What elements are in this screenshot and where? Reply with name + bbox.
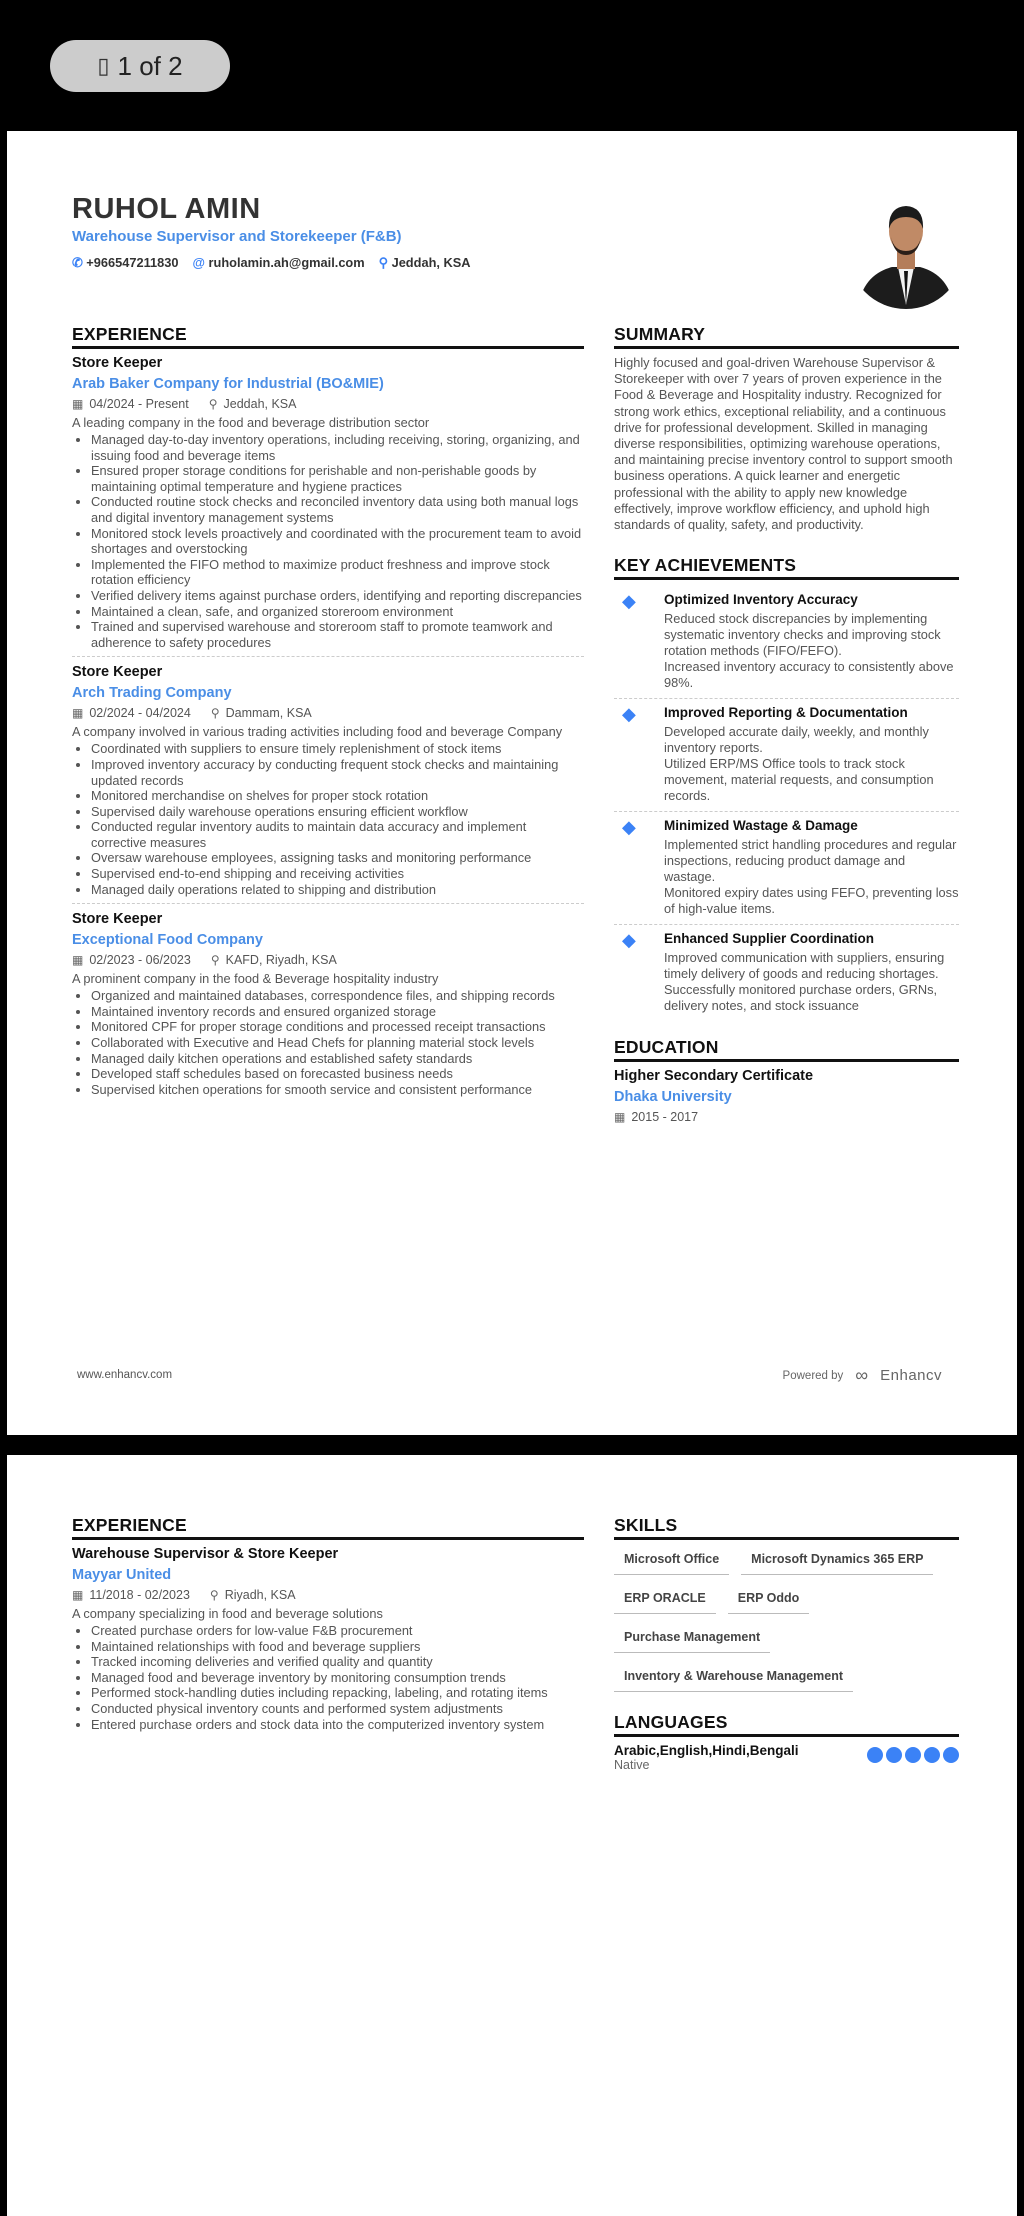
job-bullet: • Verified delivery items against purchase orders, identifying and reporting discrepancies xyxy=(91,588,584,604)
job-bullets xyxy=(72,741,584,897)
job-meta xyxy=(72,397,584,411)
job-bullet: • Performed stock-handling duties including repacking, labeling, and rotating items xyxy=(91,1685,584,1701)
resume-header xyxy=(72,193,471,271)
summary-text: Highly focused and goal-driven Warehouse Supervisor & Storekeeper with over 7 years of proven experience in the Food & Beverage and Hospitality industry. Recognized for strong work ethics, exceptional reliability, and a continuous drive for professional development. Skilled in managing diverse responsibilities, optimizing warehouse operations, and maintaining precise inventory control to support smooth business operations. A quick learner and energetic professional with the ability to apply new knowledge effectively, improve workflow efficiency, and uphold high standards of quality, safety, and productivity. xyxy=(614,355,953,533)
job-meta xyxy=(72,706,584,720)
job-bullets xyxy=(72,988,584,1097)
right-column-2 xyxy=(614,1515,959,1772)
rating-dot xyxy=(867,1747,883,1763)
contact-row xyxy=(72,255,471,271)
diamond-icon: ◆ xyxy=(622,817,636,838)
job-bullet: • Supervised daily warehouse operations ensuring efficient workflow xyxy=(91,804,584,820)
job-bullets xyxy=(72,432,584,650)
calendar-icon: ▦ xyxy=(72,397,84,411)
job-bullet: • Managed daily kitchen operations and established safety standards xyxy=(91,1051,584,1067)
job-company[interactable]: Mayyar United xyxy=(72,1567,172,1583)
diamond-icon: ◆ xyxy=(622,930,636,951)
job-entry xyxy=(72,911,584,1103)
job-dates xyxy=(72,706,191,720)
job-bullet: • Maintained relationships with food and beverage suppliers xyxy=(91,1639,584,1655)
job-bullet: • Collaborated with Executive and Head Chefs for planning material stock levels xyxy=(91,1035,584,1051)
job-location-text: KAFD, Riyadh, KSA xyxy=(225,953,337,968)
job-dates-text: 02/2023 - 06/2023 xyxy=(89,953,191,968)
job-location-text: Dammam, KSA xyxy=(225,706,312,721)
rating-dot xyxy=(886,1747,902,1763)
rating-dot xyxy=(943,1747,959,1763)
achievement-item xyxy=(614,699,959,812)
right-column xyxy=(614,324,959,1128)
skill-tag: Microsoft Dynamics 365 ERP xyxy=(741,1546,933,1575)
skill-tag: ERP Oddo xyxy=(728,1585,810,1614)
achievement-item xyxy=(614,925,959,1021)
job-bullet: • Maintained inventory records and ensured organized storage xyxy=(91,1004,584,1020)
job-description: A company specializing in food and beverage solutions xyxy=(72,1606,383,1621)
job-dates-text: 04/2024 - Present xyxy=(89,397,189,411)
job-bullet: • Monitored stock levels proactively and coordinated with the procurement team to avoid shortages and overstocking xyxy=(91,526,584,557)
achievement-text: Successfully monitored purchase orders, GRNs, delivery notes, and stock issuance xyxy=(664,982,938,1014)
job-bullet: • Improved inventory accuracy by conducting frequent stock checks and maintaining updated records xyxy=(91,757,584,788)
location-pin-icon: ⚲ xyxy=(209,1588,219,1602)
job-entry xyxy=(72,664,584,904)
job-bullet: • Tracked incoming deliveries and verified quality and quantity xyxy=(91,1654,584,1670)
enhancv-logo-icon: ∞ xyxy=(855,1365,869,1385)
education-school: Dhaka University xyxy=(614,1089,732,1106)
job-company[interactable]: Exceptional Food Company xyxy=(72,932,263,949)
skill-tag: ERP ORACLE xyxy=(614,1585,716,1614)
job-bullet: • Supervised end-to-end shipping and receiving activities xyxy=(91,866,584,882)
job-company[interactable]: Arab Baker Company for Industrial (BO&MIE) xyxy=(72,376,384,392)
job-bullet: • Conducted routine stock checks and reconciled inventory data using both manual logs and digital inventory management systems xyxy=(91,494,584,525)
job-location xyxy=(209,397,297,411)
rating-dot xyxy=(924,1747,940,1763)
job-bullet: • Monitored merchandise on shelves for proper stock rotation xyxy=(91,788,584,804)
job-bullet: • Created purchase orders for low-value F&B procurement xyxy=(91,1623,584,1639)
job-bullet: • Conducted regular inventory audits to maintain data accuracy and implement corrective measures xyxy=(91,819,584,850)
job-bullet: • Managed daily operations related to shipping and distribution xyxy=(91,882,584,898)
achievement-text: Monitored expiry dates using FEFO, preventing loss of high-value items. xyxy=(664,885,959,917)
job-bullet: • Ensured proper storage conditions for perishable and non-perishable goods by maintaining optimal temperature and hygiene practices xyxy=(91,463,584,494)
education-degree: Higher Secondary Certificate xyxy=(614,1068,814,1085)
achievement-title: Minimized Wastage & Damage xyxy=(664,818,858,834)
at-icon: @ xyxy=(192,255,205,270)
achievement-text: Developed accurate daily, weekly, and monthly inventory reports. xyxy=(664,724,929,756)
job-bullet: • Maintained a clean, safe, and organized storeroom environment xyxy=(91,604,584,620)
page-indicator: ▯ 1 of 2 xyxy=(50,40,230,92)
contact-email[interactable]: @ ruholamin.ah@gmail.com xyxy=(192,255,365,270)
job-bullet: • Organized and maintained databases, correspondence files, and shipping records xyxy=(91,988,584,1004)
contact-phone[interactable]: ✆ +966547211830 xyxy=(72,255,179,270)
candidate-title: Warehouse Supervisor and Storekeeper (F&B) xyxy=(72,228,402,245)
achievement-title: Optimized Inventory Accuracy xyxy=(664,592,858,608)
job-bullets xyxy=(72,1623,584,1732)
job-role: Store Keeper xyxy=(72,355,163,371)
resume-page-2 xyxy=(7,1455,1017,2216)
job-dates xyxy=(72,1588,190,1602)
achievement-text: Implemented strict handling procedures and regular inspections, reducing product damage and wastage. xyxy=(664,837,957,885)
job-bullet: • Developed staff schedules based on forecasted business needs xyxy=(91,1066,584,1082)
achievement-text: Improved communication with suppliers, ensuring timely delivery of goods and reducing shortages. xyxy=(664,950,945,982)
candidate-name: RUHOL AMIN xyxy=(72,193,261,225)
job-bullet: • Conducted physical inventory counts and performed system adjustments xyxy=(91,1701,584,1717)
job-location xyxy=(210,1588,296,1602)
job-description: A leading company in the food and beverage distribution sector xyxy=(72,415,430,430)
achievement-text: Reduced stock discrepancies by implementing systematic inventory checks and improving stock rotation methods (FIFO/FEFO). xyxy=(664,611,941,659)
phone-icon: ✆ xyxy=(72,255,83,270)
job-role: Store Keeper xyxy=(72,911,163,928)
job-role: Store Keeper xyxy=(72,664,163,681)
job-meta xyxy=(72,953,584,967)
job-bullet: • Oversaw warehouse employees, assigning tasks and monitoring performance xyxy=(91,850,584,866)
job-dates-text: 02/2024 - 04/2024 xyxy=(89,706,191,721)
job-entry xyxy=(72,355,584,657)
job-company[interactable]: Arch Trading Company xyxy=(72,685,232,702)
language-rating xyxy=(864,1747,959,1768)
education-dates: ▦ 2015 - 2017 xyxy=(614,1110,699,1125)
left-column-2 xyxy=(72,1515,584,1745)
language-name: Arabic,English,Hindi,Bengali xyxy=(614,1743,799,1758)
achievement-title: Improved Reporting & Documentation xyxy=(664,705,908,721)
achievement-item xyxy=(614,812,959,925)
achievement-text: Utilized ERP/MS Office tools to track stock movement, material requests, and consumption records. xyxy=(664,756,934,804)
contact-location: ⚲ Jeddah, KSA xyxy=(378,255,471,270)
job-bullet: • Supervised kitchen operations for smooth service and consistent performance xyxy=(91,1082,584,1098)
calendar-icon: ▦ xyxy=(614,1110,626,1125)
experience-heading: EXPERIENCE xyxy=(72,324,584,349)
job-bullet: • Managed food and beverage inventory by monitoring consumption trends xyxy=(91,1670,584,1686)
pages-icon: ▯ xyxy=(97,53,110,78)
diamond-icon: ◆ xyxy=(622,704,636,725)
languages-heading: LANGUAGES xyxy=(614,1712,959,1737)
job-bullet: • Managed day-to-day inventory operations, including receiving, storing, organizing, and issuing food and beverage items xyxy=(91,432,584,463)
skills-heading: SKILLS xyxy=(614,1515,959,1540)
job-bullet: • Monitored CPF for proper storage conditions and processed receipt transactions xyxy=(91,1019,584,1035)
achievement-item xyxy=(614,586,959,699)
job-dates xyxy=(72,397,189,411)
location-pin-icon: ⚲ xyxy=(378,255,389,270)
job-entry xyxy=(72,1546,584,1738)
skill-tag: Purchase Management xyxy=(614,1624,770,1653)
achievement-title: Enhanced Supplier Coordination xyxy=(664,931,875,947)
job-dates xyxy=(72,953,191,967)
achievements-heading: KEY ACHIEVEMENTS xyxy=(614,555,959,580)
job-bullet: • Entered purchase orders and stock data into the computerized inventory system xyxy=(91,1717,584,1733)
left-column xyxy=(72,324,584,1110)
calendar-icon: ▦ xyxy=(72,1588,84,1602)
achievement-text: Increased inventory accuracy to consistently above 98%. xyxy=(664,659,954,691)
location-pin-icon: ⚲ xyxy=(210,706,220,721)
education-heading: EDUCATION xyxy=(614,1037,959,1062)
job-role: Warehouse Supervisor & Store Keeper xyxy=(72,1546,339,1562)
diamond-icon: ◆ xyxy=(622,591,636,612)
skill-tag: Inventory & Warehouse Management xyxy=(614,1663,853,1692)
location-pin-icon: ⚲ xyxy=(210,953,220,968)
job-bullet: • Trained and supervised warehouse and storeroom staff to promote teamwork and adherence to safety procedures xyxy=(91,619,584,650)
job-meta xyxy=(72,1588,584,1602)
location-pin-icon: ⚲ xyxy=(208,397,218,411)
experience-heading-2: EXPERIENCE xyxy=(72,1515,584,1540)
job-bullet: • Implemented the FIFO method to maximize product freshness and improve stock rotation efficiency xyxy=(91,557,584,588)
skill-tag: Microsoft Office xyxy=(614,1546,729,1575)
job-dates-text: 11/2018 - 02/2023 xyxy=(89,1588,190,1602)
job-description: A company involved in various trading activities including food and beverage Company xyxy=(72,724,563,740)
calendar-icon: ▦ xyxy=(72,953,84,968)
job-location-text: Riyadh, KSA xyxy=(224,1588,296,1602)
job-location xyxy=(211,706,312,720)
job-description: A prominent company in the food & Beverage hospitality industry xyxy=(72,971,439,987)
rating-dot xyxy=(905,1747,921,1763)
summary-heading: SUMMARY xyxy=(614,324,959,349)
job-bullet: • Coordinated with suppliers to ensure timely replenishment of stock items xyxy=(91,741,584,757)
language-item xyxy=(614,1743,959,1772)
footer-powered-by: Powered by ∞ Enhancv xyxy=(782,1365,942,1385)
footer-url[interactable]: www.enhancv.com xyxy=(77,1369,173,1381)
resume-page-1 xyxy=(7,131,1017,1435)
job-location-text: Jeddah, KSA xyxy=(223,397,297,411)
job-location xyxy=(211,953,337,967)
language-level: Native xyxy=(614,1758,650,1772)
profile-photo xyxy=(848,193,964,309)
calendar-icon: ▦ xyxy=(72,706,84,721)
